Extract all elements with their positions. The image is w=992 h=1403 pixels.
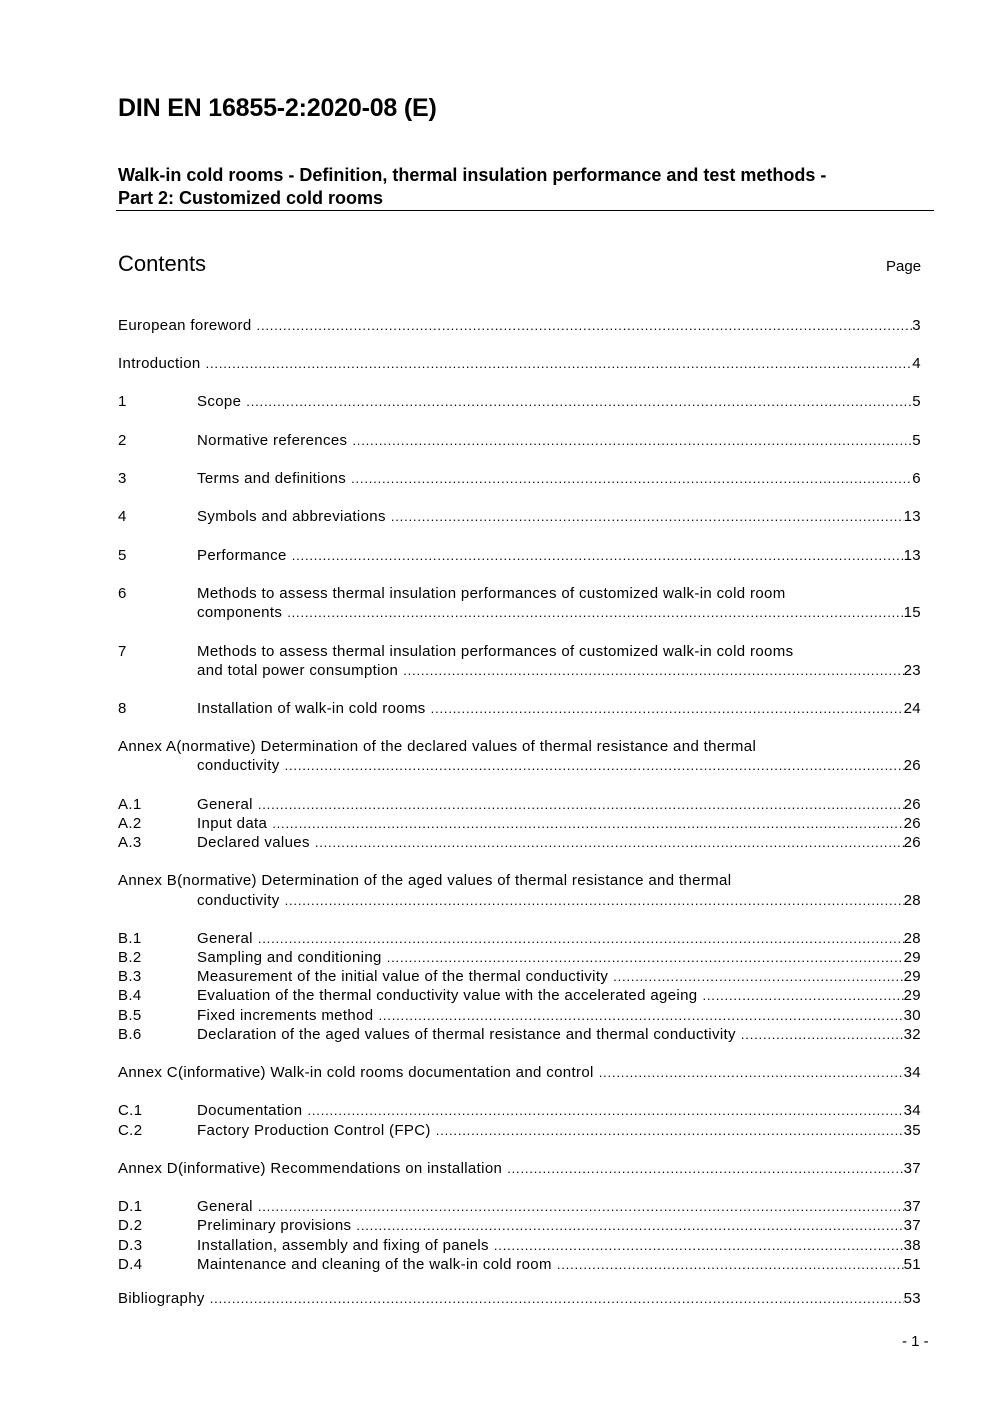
toc-title: General [197, 930, 253, 947]
contents-heading: Contents [118, 251, 207, 276]
toc-page: 53 [903, 1290, 921, 1307]
toc-title: Fixed increments method [197, 1007, 374, 1024]
toc-page: 26 [903, 815, 921, 832]
toc-leader-dots [702, 986, 903, 1005]
toc-number: 8 [118, 700, 127, 717]
subtitle-line-2: Part 2: Customized cold rooms [118, 188, 384, 208]
toc-title: Measurement of the initial value of the thermal conductivity [197, 968, 609, 985]
toc-page: 37 [903, 1217, 921, 1234]
toc-number: 7 [118, 643, 127, 660]
toc-title: Input data [197, 815, 268, 832]
toc-leader-dots [246, 392, 912, 411]
toc-page: 34 [903, 1102, 921, 1119]
toc-page: 5 [912, 432, 921, 449]
toc-entry-b4[interactable] [118, 986, 921, 1005]
toc-entry-1[interactable] [118, 392, 921, 411]
toc-number: A.2 [118, 815, 142, 832]
toc-leader-dots [258, 1197, 904, 1216]
toc-leader-dots [391, 507, 904, 526]
toc-title: Bibliography [118, 1290, 205, 1307]
toc-title: Installation of walk-in cold rooms [197, 700, 426, 717]
toc-leader-dots [378, 1006, 903, 1025]
toc-title: Introduction [118, 355, 201, 372]
toc-entry-8[interactable] [118, 699, 921, 718]
toc-page: 6 [912, 470, 921, 487]
toc-number: A.1 [118, 796, 142, 813]
toc-number: B.6 [118, 1026, 142, 1043]
toc-page: 35 [903, 1122, 921, 1139]
toc-page: 29 [903, 968, 921, 985]
toc-entry-introduction[interactable] [118, 354, 921, 373]
document-id: DIN EN 16855-2:2020-08 (E) [118, 94, 437, 122]
toc-page: 3 [912, 317, 921, 334]
toc-leader-dots [307, 1101, 903, 1120]
toc-title: General [197, 796, 253, 813]
toc-page: 13 [903, 547, 921, 564]
toc-leader-dots [257, 316, 913, 335]
toc-number: B.1 [118, 930, 142, 947]
toc-leader-dots [431, 699, 904, 718]
toc-page: 4 [912, 355, 921, 372]
toc-page: 38 [903, 1237, 921, 1254]
toc-number: D.4 [118, 1256, 143, 1273]
toc-page: 15 [903, 604, 921, 621]
toc-leader-dots [557, 1255, 904, 1274]
toc-number: D.3 [118, 1237, 143, 1254]
toc-leader-dots [494, 1236, 904, 1255]
toc-leader-dots [403, 661, 903, 680]
subtitle-line-1: Walk-in cold rooms - Definition, thermal insulation performance and test methods - [118, 165, 827, 185]
toc-leader-dots [356, 1216, 903, 1235]
toc-leader-dots [287, 603, 903, 622]
toc-leader-dots [352, 431, 912, 450]
toc-number: 1 [118, 393, 127, 410]
toc-entry-2[interactable] [118, 431, 921, 450]
toc-title: Evaluation of the thermal conductivity value with the accelerated ageing [197, 987, 698, 1004]
toc-entry-b1[interactable] [118, 929, 921, 948]
toc-title: conductivity [197, 892, 280, 909]
toc-leader-dots [258, 795, 904, 814]
toc-page: 13 [903, 508, 921, 525]
toc-leader-dots [387, 948, 904, 967]
toc-page: 28 [903, 892, 921, 909]
toc-number: 2 [118, 432, 127, 449]
toc-page: 37 [903, 1198, 921, 1215]
toc-page: 26 [903, 796, 921, 813]
toc-entry-d1[interactable] [118, 1197, 921, 1216]
toc-number: C.1 [118, 1102, 143, 1119]
toc-title: General [197, 1198, 253, 1215]
toc-title: components [197, 604, 283, 621]
toc-page: 28 [903, 930, 921, 947]
toc-entry-3[interactable] [118, 469, 921, 488]
toc-page: 5 [912, 393, 921, 410]
toc-title: Factory Production Control (FPC) [197, 1122, 431, 1139]
toc-entry-annex-a[interactable] [118, 756, 921, 775]
toc-page: 37 [903, 1160, 921, 1177]
toc-title: conductivity [197, 757, 280, 774]
footer-page-number: - 1 - [902, 1333, 929, 1350]
document-subtitle [118, 164, 934, 210]
toc-number: 5 [118, 547, 127, 564]
toc-title: Scope [197, 393, 242, 410]
toc-page: 26 [903, 757, 921, 774]
toc-leader-dots [210, 1289, 904, 1308]
toc-page: 23 [903, 662, 921, 679]
toc-title: Preliminary provisions [197, 1217, 352, 1234]
toc-title: Sampling and conditioning [197, 949, 382, 966]
toc-leader-dots [436, 1121, 904, 1140]
toc-entry-bibliography[interactable] [118, 1289, 921, 1308]
toc-leader-dots [292, 546, 904, 565]
toc-page: 24 [903, 700, 921, 717]
toc-title: Terms and definitions [197, 470, 347, 487]
toc-entry-annex-d[interactable] [118, 1159, 921, 1178]
toc-title-line-1: Methods to assess thermal insulation performances of customized walk-in cold room [197, 585, 786, 602]
toc-title: Symbols and abbreviations [197, 508, 386, 525]
toc-entry-a3[interactable] [118, 833, 921, 852]
toc-title: Declared values [197, 834, 310, 851]
toc-entry-d4[interactable] [118, 1255, 921, 1274]
toc-title: Annex D(informative) Recommendations on installation [118, 1160, 503, 1177]
toc-title: Installation, assembly and fixing of panels [197, 1237, 489, 1254]
toc-entry-b2[interactable] [118, 948, 921, 967]
toc-title: Documentation [197, 1102, 303, 1119]
toc-entry-b5[interactable] [118, 1006, 921, 1025]
toc-entry-b6[interactable] [118, 1025, 921, 1044]
toc-page: 29 [903, 987, 921, 1004]
toc-entry-european-foreword[interactable] [118, 316, 921, 335]
toc-leader-dots [351, 469, 912, 488]
toc-leader-dots [206, 354, 913, 373]
toc-leader-dots [599, 1063, 904, 1082]
toc-page: 26 [903, 834, 921, 851]
toc-leader-dots [258, 929, 904, 948]
toc-leader-dots [741, 1025, 904, 1044]
toc-entry-d3[interactable] [118, 1236, 921, 1255]
toc-leader-dots [507, 1159, 903, 1178]
toc-leader-dots [285, 756, 904, 775]
toc-number: 3 [118, 470, 127, 487]
toc-page: 29 [903, 949, 921, 966]
toc-number: 6 [118, 585, 127, 602]
toc-entry-7[interactable] [118, 661, 921, 680]
toc-leader-dots [315, 833, 904, 852]
toc-entry-5[interactable] [118, 546, 921, 565]
toc-title: and total power consumption [197, 662, 399, 679]
title-divider [116, 210, 934, 211]
toc-leader-dots [272, 814, 903, 833]
toc-entry-a1[interactable] [118, 795, 921, 814]
toc-title-line-1: Annex B(normative) Determination of the aged values of thermal resistance and thermal [118, 872, 732, 889]
toc-title: Normative references [197, 432, 348, 449]
toc-title: European foreword [118, 317, 252, 334]
toc-entry-6[interactable] [118, 603, 921, 622]
toc-leader-dots [613, 967, 903, 986]
toc-entry-annex-c[interactable] [118, 1063, 921, 1082]
toc-number: D.1 [118, 1198, 143, 1215]
page-column-heading: Page [886, 258, 922, 275]
toc-leader-dots [285, 891, 904, 910]
toc-entry-c1[interactable] [118, 1101, 921, 1120]
toc-number: B.5 [118, 1007, 142, 1024]
toc-number: C.2 [118, 1122, 143, 1139]
toc-number: D.2 [118, 1217, 143, 1234]
toc-page: 34 [903, 1064, 921, 1081]
toc-page: 30 [903, 1007, 921, 1024]
toc-number: B.2 [118, 949, 142, 966]
toc-entry-d2[interactable] [118, 1216, 921, 1235]
toc-title: Performance [197, 547, 287, 564]
toc-entry-4[interactable] [118, 507, 921, 526]
toc-title: Declaration of the aged values of thermal resistance and thermal conductivity [197, 1026, 736, 1043]
toc-number: B.4 [118, 987, 142, 1004]
toc-page: 51 [903, 1256, 921, 1273]
toc-title: Maintenance and cleaning of the walk-in cold room [197, 1256, 552, 1273]
toc-entry-b3[interactable] [118, 967, 921, 986]
toc-entry-c2[interactable] [118, 1121, 921, 1140]
toc-number: B.3 [118, 968, 142, 985]
toc-number: 4 [118, 508, 127, 525]
toc-title: Annex C(informative) Walk-in cold rooms documentation and control [118, 1064, 594, 1081]
toc-title-line-1: Methods to assess thermal insulation performances of customized walk-in cold rooms [197, 643, 794, 660]
toc-page: 32 [903, 1026, 921, 1043]
toc-title-line-1: Annex A(normative) Determination of the declared values of thermal resistance and thermal [118, 738, 757, 755]
toc-entry-a2[interactable] [118, 814, 921, 833]
toc-entry-annex-b[interactable] [118, 891, 921, 910]
toc-number: A.3 [118, 834, 142, 851]
